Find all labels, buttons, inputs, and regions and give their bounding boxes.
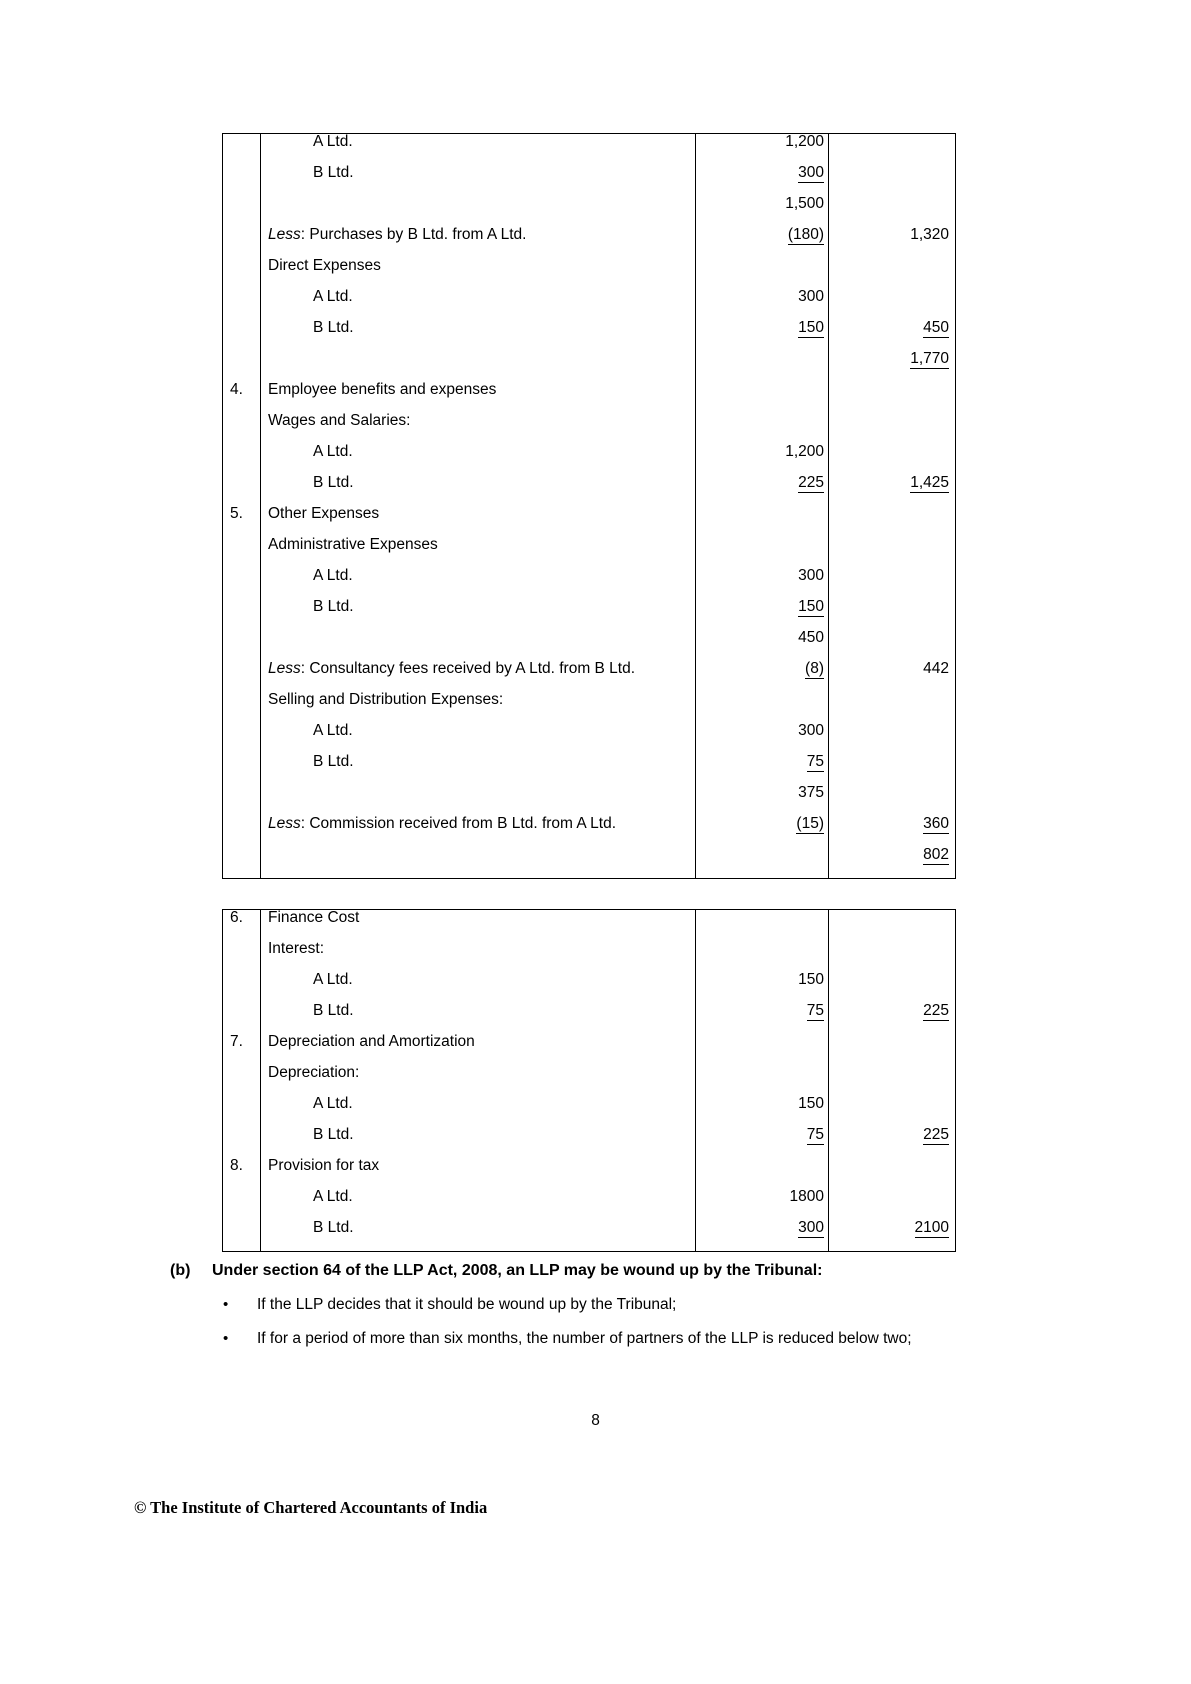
row-number xyxy=(223,630,261,661)
part-b-bullet-list xyxy=(215,1294,1000,1351)
table-row xyxy=(223,568,956,599)
table-row xyxy=(223,227,956,258)
table-row xyxy=(223,1096,956,1127)
list-item xyxy=(215,1328,1000,1350)
table-row xyxy=(223,537,956,568)
row-description: Other Expenses xyxy=(268,505,380,522)
row-amount-column-1: 450 xyxy=(696,630,829,661)
part-b-section xyxy=(170,1262,1000,1363)
table-row xyxy=(223,692,956,723)
row-amount-column-1: (8) xyxy=(696,661,829,692)
table-row xyxy=(223,1065,956,1096)
row-amount-column-1: 1800 xyxy=(696,1189,829,1220)
row-amount-column-1 xyxy=(696,258,829,289)
row-amount-column-2 xyxy=(829,972,956,1003)
row-amount-column-2: 1,320 xyxy=(829,227,956,258)
row-amount-column-2: 1,770 xyxy=(829,351,956,382)
row-description xyxy=(261,630,696,661)
row-amount-column-2 xyxy=(829,754,956,785)
row-number xyxy=(223,785,261,816)
row-number xyxy=(223,661,261,692)
row-amount-column-1 xyxy=(696,413,829,444)
bullet-icon: • xyxy=(223,1296,229,1313)
row-number xyxy=(223,475,261,506)
row-number xyxy=(223,196,261,227)
row-amount-column-1: 75 xyxy=(696,1127,829,1158)
row-description: Less: Commission received from B Ltd. from A Ltd. xyxy=(268,815,617,832)
row-amount-column-2 xyxy=(829,692,956,723)
row-description: Depreciation and Amortization xyxy=(268,1033,475,1050)
row-number xyxy=(223,723,261,754)
row-amount-column-1 xyxy=(696,692,829,723)
row-amount-column-2 xyxy=(829,134,956,166)
row-amount-column-2 xyxy=(829,444,956,475)
table-row xyxy=(223,320,956,351)
row-description: Selling and Distribution Expenses: xyxy=(268,691,504,708)
row-amount-column-2: 802 xyxy=(829,847,956,879)
row-description: B Ltd. xyxy=(313,598,354,615)
row-number xyxy=(223,941,261,972)
row-amount-column-2 xyxy=(829,506,956,537)
table-row xyxy=(223,1158,956,1189)
row-amount-column-1 xyxy=(696,351,829,382)
copyright-footer: © The Institute of Chartered Accountants of India xyxy=(134,1498,488,1517)
row-description: A Ltd. xyxy=(313,1188,353,1205)
row-amount-column-2 xyxy=(829,1034,956,1065)
row-amount-column-1 xyxy=(696,1065,829,1096)
table-row xyxy=(223,723,956,754)
table-row xyxy=(223,847,956,879)
row-description: B Ltd. xyxy=(313,319,354,336)
row-number xyxy=(223,1127,261,1158)
row-amount-column-2 xyxy=(829,1096,956,1127)
row-description xyxy=(261,785,696,816)
row-amount-column-2: 2100 xyxy=(829,1220,956,1252)
row-number: 7. xyxy=(223,1034,261,1065)
bullet-icon: • xyxy=(223,1330,229,1348)
row-number xyxy=(223,692,261,723)
row-number xyxy=(223,258,261,289)
table-row xyxy=(223,196,956,227)
table-row xyxy=(223,134,956,166)
row-amount-column-2: 442 xyxy=(829,661,956,692)
row-amount-column-2: 450 xyxy=(829,320,956,351)
table-row xyxy=(223,785,956,816)
row-number xyxy=(223,444,261,475)
row-number xyxy=(223,227,261,258)
row-amount-column-1: (15) xyxy=(696,816,829,847)
row-amount-column-2 xyxy=(829,599,956,630)
row-number xyxy=(223,351,261,382)
row-description: B Ltd. xyxy=(313,1126,354,1143)
expenses-table-part-2-body xyxy=(223,910,956,1252)
row-amount-column-2 xyxy=(829,910,956,942)
row-description xyxy=(261,196,696,227)
row-amount-column-2 xyxy=(829,537,956,568)
row-amount-column-2: 225 xyxy=(829,1003,956,1034)
row-amount-column-2 xyxy=(829,1158,956,1189)
row-amount-column-2 xyxy=(829,1065,956,1096)
row-amount-column-2: 225 xyxy=(829,1127,956,1158)
row-number: 6. xyxy=(223,910,261,942)
row-amount-column-1: 1,200 xyxy=(696,134,829,166)
table-row xyxy=(223,475,956,506)
row-number xyxy=(223,847,261,879)
row-description: Wages and Salaries: xyxy=(268,412,411,429)
row-description: Employee benefits and expenses xyxy=(268,381,497,398)
row-amount-column-1: 375 xyxy=(696,785,829,816)
row-amount-column-2 xyxy=(829,568,956,599)
row-number xyxy=(223,599,261,630)
row-number xyxy=(223,1220,261,1252)
row-amount-column-1 xyxy=(696,847,829,879)
row-description: Interest: xyxy=(268,940,324,957)
row-amount-column-1 xyxy=(696,941,829,972)
row-description: Direct Expenses xyxy=(268,257,381,274)
row-amount-column-1 xyxy=(696,506,829,537)
row-amount-column-1 xyxy=(696,537,829,568)
row-number xyxy=(223,413,261,444)
row-description: A Ltd. xyxy=(313,1095,353,1112)
row-description: B Ltd. xyxy=(313,164,354,181)
row-amount-column-2 xyxy=(829,941,956,972)
row-amount-column-1 xyxy=(696,1158,829,1189)
row-number xyxy=(223,1003,261,1034)
table-row xyxy=(223,754,956,785)
row-amount-column-1: 150 xyxy=(696,599,829,630)
row-amount-column-1: 150 xyxy=(696,1096,829,1127)
row-amount-column-2: 1,425 xyxy=(829,475,956,506)
row-number xyxy=(223,134,261,166)
row-number: 5. xyxy=(223,506,261,537)
table-row xyxy=(223,1034,956,1065)
row-amount-column-1: 75 xyxy=(696,754,829,785)
table-row xyxy=(223,258,956,289)
table-row xyxy=(223,289,956,320)
row-description: Less: Consultancy fees received by A Ltd. from B Ltd. xyxy=(268,660,636,677)
row-description: A Ltd. xyxy=(313,567,353,584)
part-b-label: (b) xyxy=(170,1262,191,1279)
table-row xyxy=(223,910,956,942)
row-number xyxy=(223,1096,261,1127)
table-row xyxy=(223,1003,956,1034)
row-amount-column-2 xyxy=(829,289,956,320)
expenses-table-part-1 xyxy=(222,133,956,879)
table-row xyxy=(223,972,956,1003)
row-amount-column-2 xyxy=(829,258,956,289)
row-amount-column-2 xyxy=(829,196,956,227)
row-amount-column-1 xyxy=(696,910,829,942)
row-description: B Ltd. xyxy=(261,1220,696,1252)
row-amount-column-1: 300 xyxy=(696,723,829,754)
table-row xyxy=(223,1220,956,1252)
row-amount-column-2 xyxy=(829,1189,956,1220)
table-row xyxy=(223,661,956,692)
row-number xyxy=(223,568,261,599)
row-description xyxy=(261,847,696,879)
row-amount-column-1 xyxy=(696,1034,829,1065)
list-item-text: If the LLP decides that it should be wound up by the Tribunal; xyxy=(257,1296,677,1313)
row-description: B Ltd. xyxy=(313,1002,354,1019)
row-amount-column-1: 300 xyxy=(696,1220,829,1252)
row-description: A Ltd. xyxy=(313,971,353,988)
table-row xyxy=(223,816,956,847)
row-number xyxy=(223,816,261,847)
row-amount-column-1: 75 xyxy=(696,1003,829,1034)
table-row xyxy=(223,413,956,444)
row-description: Less: Purchases by B Ltd. from A Ltd. xyxy=(268,226,527,243)
page-number: 8 xyxy=(591,1412,600,1429)
row-number: 4. xyxy=(223,382,261,413)
row-number xyxy=(223,320,261,351)
row-amount-column-1: 1,500 xyxy=(696,196,829,227)
row-number xyxy=(223,537,261,568)
row-number xyxy=(223,972,261,1003)
row-number xyxy=(223,1189,261,1220)
table-row xyxy=(223,165,956,196)
list-item-text: If for a period of more than six months, the number of partners of the LLP is reduced below two; xyxy=(257,1330,912,1348)
row-description xyxy=(261,351,696,382)
row-description: B Ltd. xyxy=(313,753,354,770)
row-amount-column-1: 300 xyxy=(696,289,829,320)
table-row xyxy=(223,506,956,537)
row-amount-column-2 xyxy=(829,785,956,816)
row-description: A Ltd. xyxy=(313,722,353,739)
table-row xyxy=(223,941,956,972)
row-number xyxy=(223,165,261,196)
row-amount-column-1: 225 xyxy=(696,475,829,506)
row-number xyxy=(223,289,261,320)
table-row xyxy=(223,1127,956,1158)
part-b-heading-row xyxy=(170,1262,1000,1280)
row-amount-column-2 xyxy=(829,165,956,196)
row-description: Depreciation: xyxy=(268,1064,360,1081)
row-amount-column-2: 360 xyxy=(829,816,956,847)
row-number xyxy=(223,1065,261,1096)
row-description: A Ltd. xyxy=(313,443,353,460)
row-number: 8. xyxy=(223,1158,261,1189)
list-item xyxy=(215,1294,1000,1316)
row-amount-column-2 xyxy=(829,382,956,413)
row-amount-column-1: 150 xyxy=(696,972,829,1003)
row-amount-column-2 xyxy=(829,723,956,754)
row-description: Finance Cost xyxy=(261,910,696,942)
row-amount-column-1: 1,200 xyxy=(696,444,829,475)
row-amount-column-1: 300 xyxy=(696,165,829,196)
row-amount-column-2 xyxy=(829,413,956,444)
expenses-table-part-1-body xyxy=(223,134,956,879)
table-row xyxy=(223,630,956,661)
row-amount-column-1 xyxy=(696,382,829,413)
row-amount-column-1: (180) xyxy=(696,227,829,258)
row-number xyxy=(223,754,261,785)
row-amount-column-2 xyxy=(829,630,956,661)
row-description: Provision for tax xyxy=(268,1157,380,1174)
table-row xyxy=(223,382,956,413)
row-description: Administrative Expenses xyxy=(268,536,438,553)
row-description: B Ltd. xyxy=(313,474,354,491)
row-amount-column-1: 300 xyxy=(696,568,829,599)
row-description: A Ltd. xyxy=(313,288,353,305)
row-amount-column-1: 150 xyxy=(696,320,829,351)
expenses-table-part-2 xyxy=(222,909,956,1252)
table-row xyxy=(223,1189,956,1220)
table-row xyxy=(223,599,956,630)
table-row xyxy=(223,444,956,475)
table-row xyxy=(223,351,956,382)
part-b-heading-text: Under section 64 of the LLP Act, 2008, an LLP may be wound up by the Tribunal: xyxy=(212,1262,823,1279)
row-description: A Ltd. xyxy=(261,134,696,166)
